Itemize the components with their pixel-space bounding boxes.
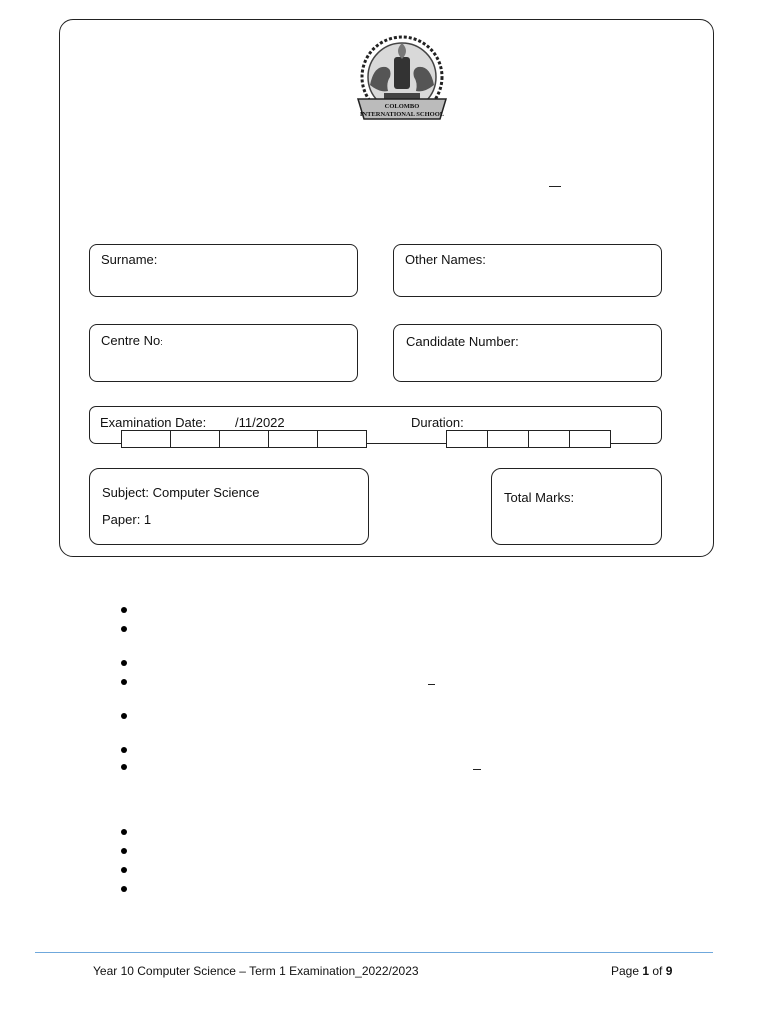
list-bullet xyxy=(121,886,127,892)
duration-cell[interactable] xyxy=(569,430,611,448)
other-names-label: Other Names: xyxy=(405,252,486,267)
duration-cell[interactable] xyxy=(528,430,570,448)
paper-label: Paper: 1 xyxy=(102,512,152,527)
date-cell[interactable] xyxy=(268,430,318,448)
duration-cell[interactable] xyxy=(446,430,488,448)
list-bullet xyxy=(121,867,127,873)
list-bullet xyxy=(121,660,127,666)
exam-date-value: /11/2022 xyxy=(235,415,285,430)
footer-title: Year 10 Computer Science – Term 1 Examination_2022/2023 xyxy=(93,964,419,978)
subject-label: Subject: Computer Science xyxy=(102,485,260,500)
duration-label: Duration: xyxy=(411,415,464,430)
exam-date-cells[interactable] xyxy=(122,430,367,448)
svg-text:COLOMBO: COLOMBO xyxy=(384,103,420,110)
list-bullet xyxy=(121,848,127,854)
dash-mark xyxy=(549,186,561,187)
date-cell[interactable] xyxy=(121,430,171,448)
date-cell[interactable] xyxy=(219,430,269,448)
duration-cells[interactable] xyxy=(447,430,611,448)
list-bullet xyxy=(121,829,127,835)
candidate-number-field[interactable] xyxy=(393,324,662,382)
other-names-field[interactable] xyxy=(393,244,662,297)
duration-cell[interactable] xyxy=(487,430,529,448)
list-bullet xyxy=(121,679,127,685)
list-bullet xyxy=(121,607,127,613)
school-crest-icon xyxy=(348,33,456,127)
page-number: Page 1 of 9 xyxy=(611,964,673,978)
exam-date-label: Examination Date: xyxy=(100,415,207,430)
subject-box xyxy=(89,468,369,545)
centre-no-label: Centre No: xyxy=(101,333,163,348)
date-cell[interactable] xyxy=(317,430,367,448)
list-bullet xyxy=(121,764,127,770)
list-bullet xyxy=(121,626,127,632)
footer-divider xyxy=(35,952,713,953)
surname-field[interactable] xyxy=(89,244,358,297)
centre-no-field[interactable] xyxy=(89,324,358,382)
list-bullet xyxy=(121,713,127,719)
total-marks-label: Total Marks: xyxy=(504,490,575,505)
list-bullet xyxy=(121,747,127,753)
dash-mark xyxy=(428,684,435,685)
total-marks-box[interactable] xyxy=(491,468,662,545)
svg-text:INTERNATIONAL SCHOOL: INTERNATIONAL SCHOOL xyxy=(359,111,445,118)
surname-label: Surname: xyxy=(101,252,158,267)
date-cell[interactable] xyxy=(170,430,220,448)
dash-mark xyxy=(473,769,481,770)
candidate-number-label: Candidate Number: xyxy=(406,334,519,349)
